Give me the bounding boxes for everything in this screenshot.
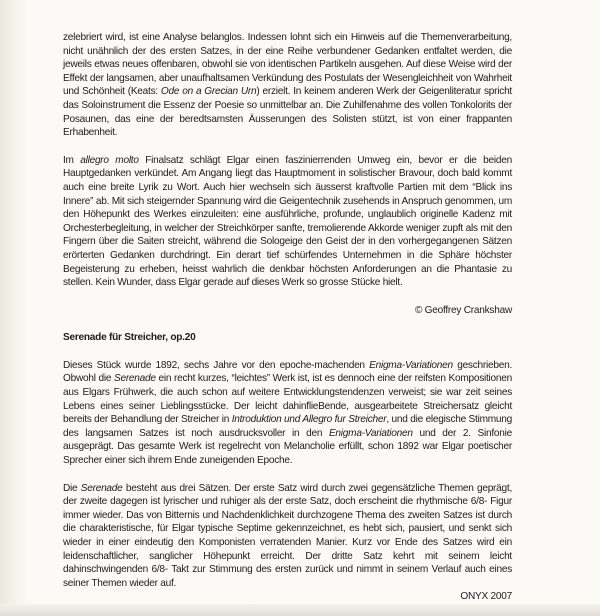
paragraph-serenade-movements: [63, 482, 512, 591]
page-edge-shadow: [0, 0, 28, 616]
text-run: Die: [63, 482, 81, 494]
text-run: ) erzielt. In keinem anderen Werk der Geigenliteratur spricht das Soloinstrument die Essenz der Poesie so unmittelbar an. Die Zuhilfenahme des vollen Tonkolorits der Posaunen, das eine der beredtsamsten Äusserungen des Solisten stützt, ist von einer frappanten Erhabenheit.: [63, 86, 512, 139]
label-credit: ONYX 2007: [460, 591, 512, 603]
italic-title-text: Serenade: [113, 373, 156, 385]
text-run: , und die elegische Stimmung des langsamen Satzes ist noch ausdrucksvoller in den: [63, 414, 512, 439]
text-run: geschrieben. Obwohl die: [63, 359, 512, 385]
paragraph-finale-intro: [63, 31, 512, 140]
text-run: und der 2. Sinfonie ausgeprägt. Das gesamte Werk ist regelrecht von Melancholie erfüllt, schon 1892 war Elgar poetischer Sprecher einer sich ihrem Ende zuneigenden Epoche.: [63, 427, 512, 467]
page-bottom-edge: [0, 604, 600, 616]
text-run: ein recht kurzes, “leichtes” Werk ist, ist es dennoch eine der reifsten Kompositionen aus Elgars Frühwerk, die auch schon auf weitere Entwicklungstendenzen verweist; sie war zeit seines Lebens eines seiner Lieblingsstücke. Der leicht dahinflieBende, ausgearbeitete Streichersatz gleicht bereits der Behandlung der Streicher in: [63, 373, 513, 426]
italic-title-text: Enigma-Variationen: [369, 359, 453, 371]
italic-title-text: Serenade: [80, 482, 123, 494]
text-run: zelebriert wird, ist eine Analyse belanglos. Indessen lohnt sich ein Hinweis auf die Themenverarbeitung, nicht unähnlich der des ersten Satzes, in der eine Reihe verbundener Gedanken entfaltet werden, die jeweils etwas neues offenbaren, obwohl sie von identischen Partikeln ausgehen. Auf diese Weise wird der Effekt der langsamen, aber unaufhaltsamen Verkündung des Postulats der Wesengleichheit von Wahrheit und Schönheit (Keats:: [63, 32, 512, 98]
paragraph-serenade-history: [63, 359, 512, 468]
text-run: Im: [63, 154, 81, 166]
section-heading: Serenade für Streicher, op.20: [63, 332, 196, 344]
text-run: besteht aus drei Sätzen. Der erste Satz wird durch zwei gegensätzliche Themen geprägt, der zweite dagegen ist lyrischer und ruhiger als der erste Satz, doch erscheint die rhythmische 6/8- Figur immer wieder. Das von Bitternis und Nachdenklichkeit durchzogene Thema des zweiten Satzes ist durch die charakteristische, für Elgar typische Septime gekennzeichnet, es hebt sich, pausiert, und senkt sich wieder in einer eindeutig den Komponisten verratenden Manier. Kurz vor Ende des Satzes wird ein leidenschaftlicher, sanglicher Höhepunkt erreicht. Der dritte Satz kehrt mit seinem leicht dahinschwingenden 6/8- Takt zur Stimmung des ersten zurück und nimmt in seinem Verlauf auch eines seiner Themen wieder auf.: [63, 482, 512, 589]
italic-title-text: Introduktion und Allegro fur Streicher: [231, 414, 387, 426]
booklet-text: [63, 31, 512, 604]
italic-title-text: Enigma-Variationen: [328, 427, 413, 439]
italic-title-text: allegro molto: [80, 154, 139, 166]
author-credit: © Geoffrey Crankshaw: [414, 304, 512, 316]
text-run: Dieses Stück wurde 1892, sechs Jahre vor den epoche-machenden: [63, 359, 370, 371]
text-run: Finalsatz schlägt Elgar einen faszinierrenden Umweg ein, bevor er die beiden Hauptgedanken verkündet. Am Angang liegt das Hauptmoment in solistischer Bravour, doch bald kommt auch eine breite Lyrik zu Wort. Auch hier wechseln sich äusserst kraftvolle Partien mit dem “Blick ins Innere” ab. Mit sich steigernder Spannung wird die Geigentechnik zusehends in Anspruch genommen, um den Höhepunkt des Werkes einzuleiten: eine ausführliche, profunde, unglaublich originelle Kadenz mit Orchesterbegleitung, in welcher der Streichkörper sanfte, tremolierende Akkorde weniger zupft als mit den Fingern über die Saiten streicht, während die Sologeige den Geist der in den vorhergegangenen Sätzen erörterten Gedanken durchdringt. Ein derart tief schürfendes Unternehmen in die Sphäre höchster Begeisterung zu erheben, heisst wahrlich die denkbar höchsten Anforderungen an die Phantasie zu stellen. Kein Wunder, dass Elgar gerade auf dieses Werk so grosse Stücke hielt.: [63, 154, 512, 289]
paragraph-allegro-molto: [63, 154, 512, 290]
italic-title-text: Ode on a Grecian Urn: [160, 86, 257, 98]
